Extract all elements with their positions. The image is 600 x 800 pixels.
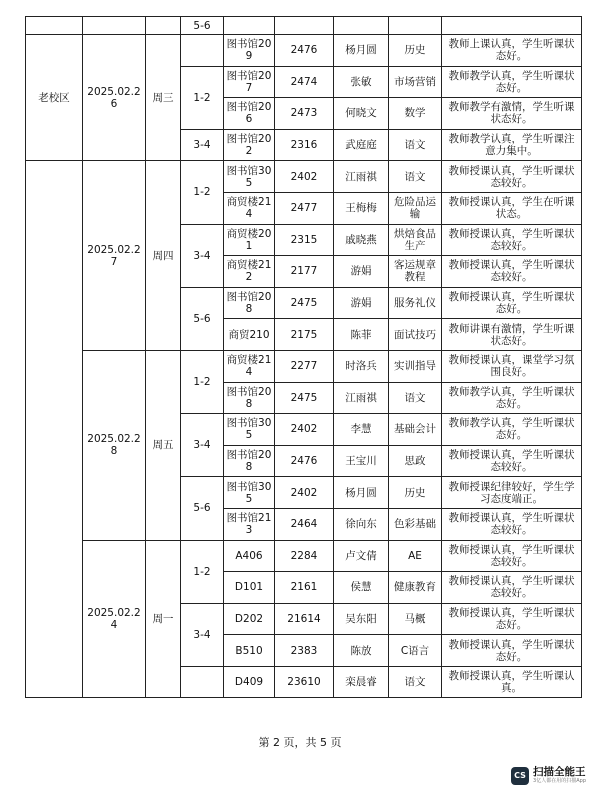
period-cell: 1-2: [181, 66, 224, 129]
period-cell: 1-2: [181, 161, 224, 224]
period-cell: 3-4: [181, 129, 224, 161]
room-cell: 图书馆207: [224, 66, 275, 98]
period-cell: 3-4: [181, 224, 224, 287]
room-cell: 商贸210: [224, 319, 275, 351]
teacher-cell: 何晓文: [334, 98, 389, 130]
subject-cell: 色彩基础: [389, 508, 442, 540]
code-cell: 2475: [275, 382, 334, 414]
room-cell: 图书馆213: [224, 508, 275, 540]
code-cell: 2473: [275, 98, 334, 130]
note-cell: 教师教学认真，学生听课状态好。: [442, 382, 582, 414]
code-cell: 2474: [275, 66, 334, 98]
note-cell: 教师授课认真，学生听课状态较好。: [442, 572, 582, 604]
note-cell: 教师授课认真，学生听课状态较好。: [442, 445, 582, 477]
note-cell: 教师上课认真，学生听课状态好。: [442, 35, 582, 67]
code-cell: 2402: [275, 161, 334, 193]
page-number: 第 2 页，共 5 页: [258, 736, 342, 749]
note-cell: 教师授课纪律较好，学生学习态度端正。: [442, 477, 582, 509]
teacher-cell: 侯慧: [334, 572, 389, 604]
period-cell: 3-4: [181, 603, 224, 666]
note-cell: 教师授课认真，学生听课状态较好。: [442, 256, 582, 288]
room-cell: D202: [224, 603, 275, 635]
code-cell: 2383: [275, 635, 334, 667]
date-cell: 2025.02.27: [83, 161, 146, 351]
subject-cell: 语文: [389, 382, 442, 414]
room-cell: 图书馆305: [224, 161, 275, 193]
teacher-cell: 王宝川: [334, 445, 389, 477]
teacher-cell: 游娟: [334, 256, 389, 288]
room-cell: 商贸楼214: [224, 350, 275, 382]
teacher-cell: 徐向东: [334, 508, 389, 540]
code-cell: 2475: [275, 287, 334, 319]
note-cell: 教师授课认真，学生听课状态较好。: [442, 540, 582, 572]
teacher-cell: 栾晨睿: [334, 666, 389, 698]
weekday-cell: 周一: [146, 540, 181, 698]
subject-cell: AE: [389, 540, 442, 572]
subject-cell: 思政: [389, 445, 442, 477]
campus-cell: 老校区: [26, 35, 83, 161]
table-row: [26, 350, 582, 382]
room-cell: 图书馆208: [224, 382, 275, 414]
teacher-cell: 王梅梅: [334, 192, 389, 224]
note-cell: 教师授课认真，课堂学习氛围良好。: [442, 350, 582, 382]
code-cell: 2175: [275, 319, 334, 351]
date-cell: 2025.02.26: [83, 35, 146, 161]
subject-cell: 语文: [389, 666, 442, 698]
teacher-cell: 杨月圆: [334, 477, 389, 509]
code-cell: 2477: [275, 192, 334, 224]
teacher-cell: 武庭庭: [334, 129, 389, 161]
note-cell: 教师授课认真，学生听课认真。: [442, 666, 582, 698]
table-row: [26, 540, 582, 572]
subject-cell: 数学: [389, 98, 442, 130]
note-cell: 教师讲课有激情，学生听课状态好。: [442, 319, 582, 351]
note-cell: 教师授课认真，学生听课状态较好。: [442, 508, 582, 540]
scanner-watermark: [511, 766, 586, 785]
teacher-cell: 江雨祺: [334, 161, 389, 193]
subject-cell: 市场营销: [389, 66, 442, 98]
room-cell: 图书馆209: [224, 35, 275, 67]
period-cell: 5-6: [181, 287, 224, 350]
teacher-cell: 卢文倩: [334, 540, 389, 572]
subject-cell: 语文: [389, 161, 442, 193]
table-row-cut: [26, 17, 582, 35]
code-cell: 2315: [275, 224, 334, 256]
subject-cell: 基础会计: [389, 414, 442, 446]
code-cell: 2161: [275, 572, 334, 604]
weekday-cell: 周四: [146, 161, 181, 351]
room-cell: 图书馆305: [224, 477, 275, 509]
note-cell: 教师教学认真，学生听课注意力集中。: [442, 129, 582, 161]
subject-cell: 历史: [389, 477, 442, 509]
teacher-cell: 江雨祺: [334, 382, 389, 414]
weekday-cell: 周三: [146, 35, 181, 161]
room-cell: D409: [224, 666, 275, 698]
code-cell: 2177: [275, 256, 334, 288]
room-cell: 图书馆208: [224, 287, 275, 319]
teacher-cell: 杨月圆: [334, 35, 389, 67]
room-cell: 图书馆206: [224, 98, 275, 130]
teacher-cell: 陈菲: [334, 319, 389, 351]
teacher-cell: 吴东阳: [334, 603, 389, 635]
room-cell: 商贸楼201: [224, 224, 275, 256]
subject-cell: 危险品运输: [389, 192, 442, 224]
teacher-cell: 时洛兵: [334, 350, 389, 382]
code-cell: 2476: [275, 35, 334, 67]
period-cell: 3-4: [181, 414, 224, 477]
subject-cell: 客运规章教程: [389, 256, 442, 288]
code-cell: 2284: [275, 540, 334, 572]
note-cell: 教师教学认真，学生听课状态好。: [442, 414, 582, 446]
date-cell: 2025.02.28: [83, 350, 146, 540]
subject-cell: 服务礼仪: [389, 287, 442, 319]
period-cell: 5-6: [181, 17, 224, 35]
note-cell: 教师授课认真，学生听课状态较好。: [442, 161, 582, 193]
room-cell: A406: [224, 540, 275, 572]
camscanner-logo-icon: CS: [511, 767, 529, 785]
code-cell: 2476: [275, 445, 334, 477]
table-row: [26, 35, 582, 67]
teacher-cell: 陈放: [334, 635, 389, 667]
period-cell: [181, 666, 224, 698]
code-cell: 2402: [275, 477, 334, 509]
code-cell: 2402: [275, 414, 334, 446]
note-cell: 教师教学有激情，学生听课状态好。: [442, 98, 582, 130]
room-cell: 商贸楼212: [224, 256, 275, 288]
period-cell: 1-2: [181, 540, 224, 603]
note-cell: 教师授课认真，学生听课状态好。: [442, 635, 582, 667]
teacher-cell: 游娟: [334, 287, 389, 319]
subject-cell: 烘焙食品生产: [389, 224, 442, 256]
period-cell: [181, 35, 224, 67]
note-cell: 教师教学认真，学生听课状态好。: [442, 66, 582, 98]
note-cell: 教师授课认真，学生听课状态好。: [442, 287, 582, 319]
subject-cell: 实训指导: [389, 350, 442, 382]
code-cell: 23610: [275, 666, 334, 698]
room-cell: B510: [224, 635, 275, 667]
period-cell: 1-2: [181, 350, 224, 413]
note-cell: 教师授课认真，学生听课状态较好。: [442, 224, 582, 256]
subject-cell: C语言: [389, 635, 442, 667]
code-cell: 2277: [275, 350, 334, 382]
code-cell: 21614: [275, 603, 334, 635]
weekday-cell: 周五: [146, 350, 181, 540]
date-cell: 2025.02.24: [83, 540, 146, 698]
campus-cell-empty: [26, 161, 83, 698]
code-cell: 2464: [275, 508, 334, 540]
room-cell: 图书馆202: [224, 129, 275, 161]
subject-cell: 面试技巧: [389, 319, 442, 351]
note-cell: 教师授课认真，学生在听课状态。: [442, 192, 582, 224]
note-cell: 教师授课认真，学生听课状态好。: [442, 603, 582, 635]
room-cell: D101: [224, 572, 275, 604]
room-cell: 图书馆305: [224, 414, 275, 446]
period-cell: 5-6: [181, 477, 224, 540]
room-cell: 商贸楼214: [224, 192, 275, 224]
teacher-cell: 张敏: [334, 66, 389, 98]
table-row: [26, 161, 582, 193]
code-cell: 2316: [275, 129, 334, 161]
teacher-cell: 李慧: [334, 414, 389, 446]
watermark-app-name: 扫描全能王: [533, 766, 586, 778]
watermark-tagline: 3亿人都在用的扫描App: [533, 778, 586, 784]
subject-cell: 历史: [389, 35, 442, 67]
inspection-table: [25, 16, 582, 698]
teacher-cell: 戚晓燕: [334, 224, 389, 256]
room-cell: 图书馆208: [224, 445, 275, 477]
subject-cell: 语文: [389, 129, 442, 161]
subject-cell: 健康教育: [389, 572, 442, 604]
subject-cell: 马概: [389, 603, 442, 635]
